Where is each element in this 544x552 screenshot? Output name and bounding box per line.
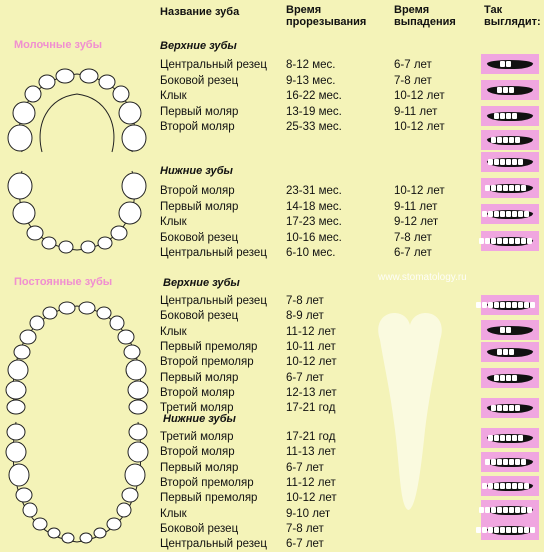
tooth-name: Первый моляр xyxy=(160,200,239,213)
group-perm-upper: Верхние зубы xyxy=(163,277,240,289)
loss-time: 7-8 лет xyxy=(394,74,432,87)
tooth-name: Первый моляр xyxy=(160,105,239,118)
teeth-illustration xyxy=(481,54,539,74)
tooth-name: Второй моляр xyxy=(160,121,235,134)
eruption-time: 23-31 мес. xyxy=(286,185,342,197)
perm-upper-jaw-diagram xyxy=(2,298,152,416)
teeth-illustration xyxy=(481,204,539,224)
tooth-name: Первый премоляр xyxy=(160,492,258,505)
header-cut: Время прорезывания xyxy=(286,4,367,28)
header-look: Так выглядит: xyxy=(484,4,541,28)
milk-lower-jaw-diagram xyxy=(2,168,152,263)
tooth-name: Третий моляр xyxy=(160,431,234,443)
eruption-time: 11-12 лет xyxy=(286,325,336,338)
tooth-name: Первый премоляр xyxy=(160,340,258,353)
loss-time: 9-11 лет xyxy=(394,200,438,213)
eruption-time: 11-12 лет xyxy=(286,476,336,489)
tooth-name: Центральный резец xyxy=(160,538,267,551)
teeth-illustration xyxy=(481,295,539,315)
eruption-time: 7-8 лет xyxy=(286,295,324,307)
tooth-name: Второй премоляр xyxy=(160,356,254,369)
eruption-time: 7-8 лет xyxy=(286,522,324,535)
milk-upper-jaw-diagram xyxy=(2,60,152,155)
tooth-name: Центральный резец xyxy=(160,295,267,307)
eruption-time: 14-18 мес. xyxy=(286,200,342,213)
teeth-illustration xyxy=(481,342,539,362)
loss-time: 6-7 лет xyxy=(394,247,432,260)
tooth-name: Второй моляр xyxy=(160,386,235,399)
eruption-time: 8-9 лет xyxy=(286,310,324,323)
teeth-illustration xyxy=(481,106,539,126)
eruption-time: 17-21 год xyxy=(286,431,336,443)
teeth-illustration xyxy=(481,452,539,472)
teeth-illustration xyxy=(481,500,539,520)
eruption-time: 9-13 мес. xyxy=(286,74,336,87)
tooth-name: Центральный резец xyxy=(160,247,267,260)
tooth-name: Боковой резец xyxy=(160,74,239,87)
teeth-illustration xyxy=(481,130,539,150)
group-milk-upper: Верхние зубы xyxy=(160,40,237,52)
section-permanent: Постоянные зубы xyxy=(14,276,113,288)
eruption-time: 11-13 лет xyxy=(286,446,336,459)
tooth-name: Боковой резец xyxy=(160,310,239,323)
teeth-illustration xyxy=(481,428,539,448)
eruption-time: 17-21 год xyxy=(286,402,336,415)
tooth-name: Второй премоляр xyxy=(160,476,254,489)
tooth-name: Второй моляр xyxy=(160,185,235,197)
group-perm-lower: Нижние зубы xyxy=(163,413,236,425)
tooth-name: Клык xyxy=(160,90,187,103)
tooth-name: Боковой резец xyxy=(160,522,239,535)
tooth-name: Первый моляр xyxy=(160,371,239,384)
perm-lower-jaw-diagram xyxy=(2,420,152,548)
tooth-name: Третий моляр xyxy=(160,402,234,415)
teeth-illustration xyxy=(481,80,539,100)
eruption-time: 13-19 мес. xyxy=(286,105,342,118)
tooth-name: Клык xyxy=(160,325,187,338)
eruption-time: 6-7 лет xyxy=(286,371,324,384)
eruption-time: 17-23 мес. xyxy=(286,216,342,229)
loss-time: 10-12 лет xyxy=(394,185,445,197)
teeth-illustration xyxy=(481,152,539,172)
eruption-time: 25-33 мес. xyxy=(286,121,342,134)
watermark: www.stomatology.ru xyxy=(378,272,467,283)
eruption-time: 10-12 лет xyxy=(286,356,337,369)
teeth-illustration xyxy=(481,476,539,496)
loss-time: 7-8 лет xyxy=(394,231,432,244)
header-fall: Время выпадения xyxy=(394,4,456,28)
tooth-watermark-icon xyxy=(360,300,460,520)
section-milk: Молочные зубы xyxy=(14,39,102,51)
loss-time: 9-11 лет xyxy=(394,105,438,118)
teeth-illustration xyxy=(481,398,539,418)
tooth-name: Первый моляр xyxy=(160,461,239,474)
teeth-illustration xyxy=(481,178,539,198)
loss-time: 10-12 лет xyxy=(394,90,445,103)
eruption-time: 10-12 лет xyxy=(286,492,337,505)
tooth-name: Клык xyxy=(160,216,187,229)
tooth-name: Боковой резец xyxy=(160,231,239,244)
eruption-time: 6-7 лет xyxy=(286,461,324,474)
eruption-time: 10-11 лет xyxy=(286,340,336,353)
eruption-time: 8-12 мес. xyxy=(286,59,336,71)
tooth-name: Клык xyxy=(160,507,187,520)
loss-time: 6-7 лет xyxy=(394,59,432,71)
teeth-illustration xyxy=(481,231,539,251)
eruption-time: 12-13 лет xyxy=(286,386,337,399)
loss-time: 9-12 лет xyxy=(394,216,439,229)
tooth-name: Второй моляр xyxy=(160,446,235,459)
loss-time: 10-12 лет xyxy=(394,121,445,134)
tooth-name: Центральный резец xyxy=(160,59,267,71)
teeth-illustration xyxy=(481,368,539,388)
teeth-illustration xyxy=(481,520,539,540)
group-milk-lower: Нижние зубы xyxy=(160,165,233,177)
header-name: Название зуба xyxy=(160,6,240,18)
eruption-time: 16-22 мес. xyxy=(286,90,342,103)
eruption-time: 9-10 лет xyxy=(286,507,331,520)
eruption-time: 10-16 мес. xyxy=(286,231,342,244)
eruption-time: 6-7 лет xyxy=(286,538,324,551)
teeth-illustration xyxy=(481,320,539,340)
eruption-time: 6-10 мес. xyxy=(286,247,336,260)
